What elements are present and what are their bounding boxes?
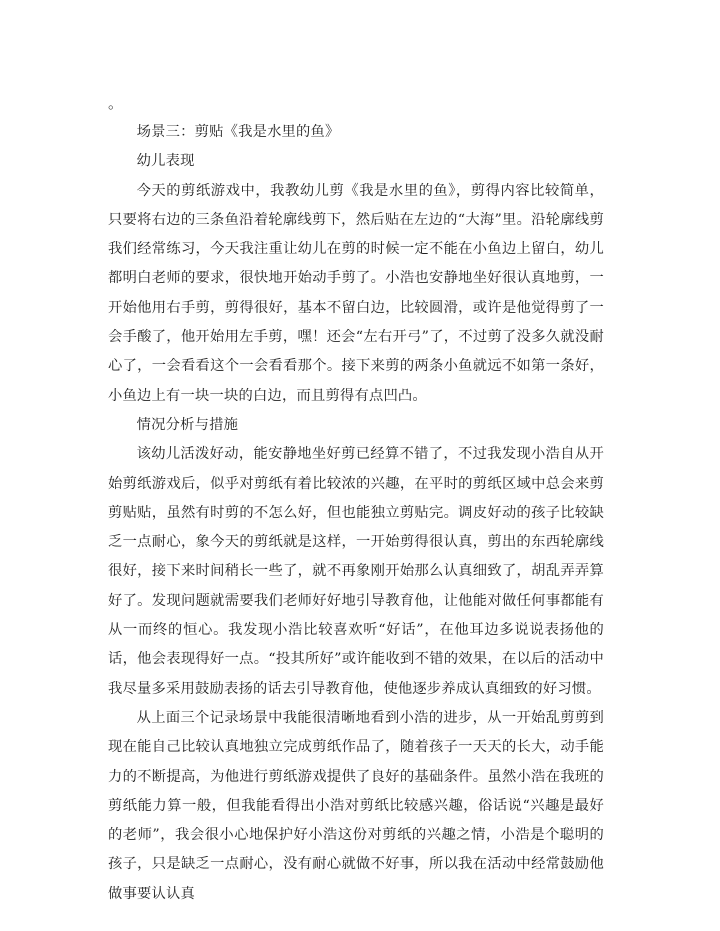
paragraph-summary: 从上面三个记录场景中我能很清晰地看到小浩的进步，从一开始乱剪剪到现在能自己比较认真地独立完成剪纸作品了，随着孩子一天天的长大，动手能力的不断提高，为他进行剪纸游戏提供了良好的基础条件。虽然小浩在我班的剪纸能力算一般，但我能看得出小浩对剪纸比较感兴趣，俗话说“兴趣是最好的老师”，我会很小心地保护好小浩这份对剪纸的兴趣之情，小浩是个聪明的孩子，只是缺乏一点耐心，没有耐心就做不好事，所以我在活动中经常鼓励他做事要认认真 xyxy=(108,709,604,902)
paragraph-analysis: 该幼儿活泼好动，能安静地坐好剪已经算不错了，不过我发现小浩自从开始剪纸游戏后，似乎对剪纸有着比较浓的兴趣，在平时的剪纸区域中总会来剪剪贴贴，虽然有时剪的不怎么好，但也能独立剪贴完。调皮好动的孩子比较缺乏一点耐心，象今天的剪纸就是这样，一开始剪得很认真，剪出的东西轮廓线很好，接下来时间稍长一些了，就不再象刚开始那么认真细致了，胡乱弄弄算好了。发现问题就需要我们老师好好地引导教育他，让他能对做任何事都能有从一而终的恒心。我发现小浩比较喜欢听“好话”，在他耳边多说说表扬他的话，他会表现得好一点。“投其所好”或许能收到不错的效果，在以后的活动中我尽量多采用鼓励表扬的话去引导教育他，使他逐步养成认真细致的好习惯。 xyxy=(108,446,604,697)
document-body xyxy=(108,118,604,909)
section-heading-child-performance: 幼儿表现 xyxy=(136,153,195,170)
section-heading-analysis: 情况分析与措施 xyxy=(136,416,239,433)
leading-punctuation: 。 xyxy=(108,94,124,112)
scene-heading: 场景三：剪贴《我是水里的鱼》 xyxy=(136,124,340,140)
paragraph-child-performance: 今天的剪纸游戏中，我教幼儿剪《我是水里的鱼》，剪得内容比较简单，只要将右边的三条鱼沿着轮廓线剪下，然后贴在左边的“大海”里。沿轮廓线剪我们经常练习，今天我注重让幼儿在剪的时候一定不能在小鱼边上留白，幼儿都明白老师的要求，很快地开始动手剪了。小浩也安静地坐好很认真地剪，一开始他用右手剪，剪得很好，基本不留白边，比较圆滑，或许是他觉得剪了一会手酸了，他开始用左手剪，嘿！还会“左右开弓”了，不过剪了没多久就没耐心了，一会看看这个一会看看那个。接下来剪的两条小鱼就远不如第一条好，小鱼边上有一块一块的白边，而且剪得有点凹凸。 xyxy=(108,182,604,404)
